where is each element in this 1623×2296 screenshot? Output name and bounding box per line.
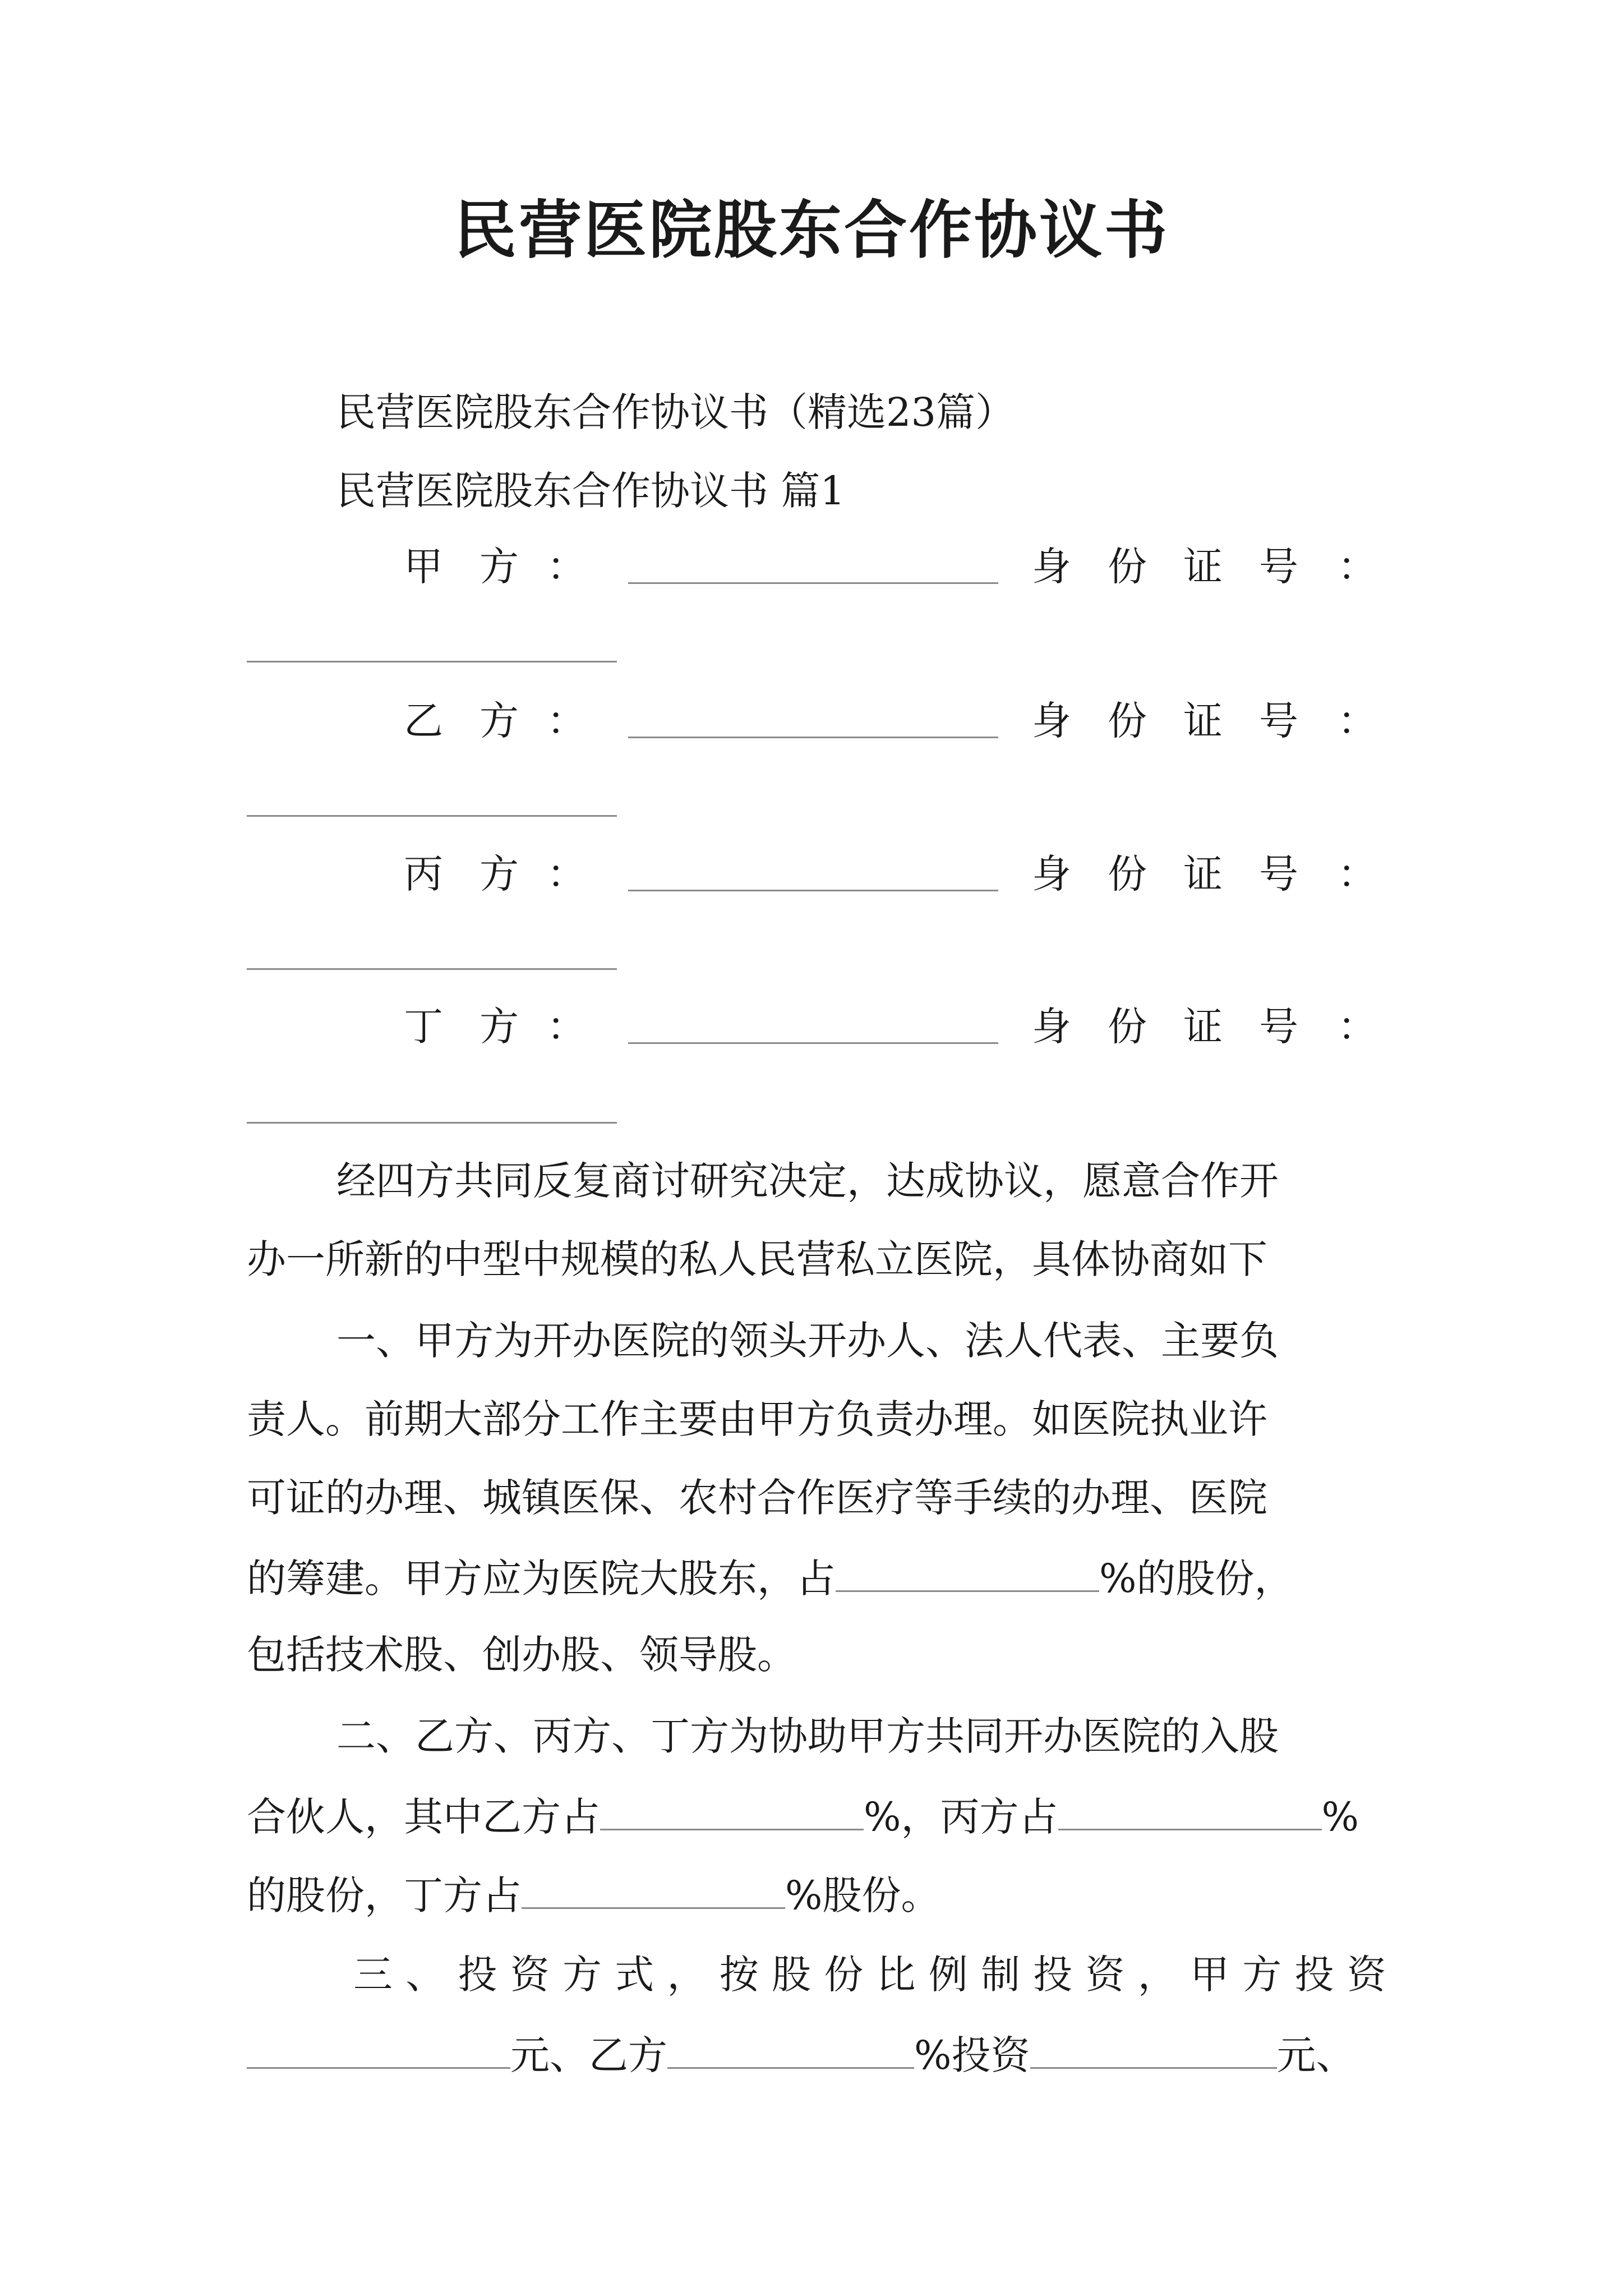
- id-label-char: 身: [1032, 851, 1071, 897]
- party-name-blank[interactable]: [628, 1042, 998, 1044]
- clause-2-text: %，丙方占: [864, 1794, 1058, 1840]
- clause-3-char: 比: [876, 1952, 916, 1998]
- section-heading: 民营医院股东合作协议书 篇1: [336, 468, 845, 514]
- clause-1-line: [247, 1556, 1294, 1602]
- id-label-char: 证: [1183, 1004, 1223, 1050]
- clause-2-line: [247, 1872, 940, 1918]
- id-number-blank[interactable]: [247, 661, 617, 662]
- ding-share-blank[interactable]: [522, 1874, 785, 1909]
- yi-share-blank[interactable]: [600, 1795, 864, 1830]
- document-title: 民营医院股东合作协议书: [454, 194, 1169, 267]
- clause-3-char: ，: [1137, 1952, 1177, 1998]
- clause-3-text: %投资: [914, 2032, 1030, 2078]
- clause-3-char: 资: [510, 1952, 550, 1998]
- clause-3-text: 元、: [1276, 2032, 1355, 2078]
- clause-3-char: 投: [1294, 1952, 1334, 1998]
- party-name-char: 方: [479, 698, 519, 744]
- id-number-blank[interactable]: [247, 1122, 617, 1124]
- id-label-char: 身: [1032, 544, 1071, 590]
- clause-3-char: 三: [353, 1952, 393, 1998]
- party-name-colon: ：: [547, 698, 586, 744]
- clause-3-char: 按: [719, 1952, 759, 1998]
- party-name-char: 丁: [404, 1004, 443, 1050]
- clause-3-char: 投: [458, 1952, 497, 1998]
- clause-2-text: 的股份，丁方占: [247, 1872, 522, 1918]
- clause-3-char: 资: [1085, 1952, 1125, 1998]
- id-label-char: 证: [1183, 698, 1223, 744]
- id-label-colon: ：: [1338, 1004, 1377, 1050]
- jia-share-blank[interactable]: [836, 1557, 1099, 1592]
- clause-3-char: 方: [562, 1952, 602, 1998]
- party-name-char: 丙: [404, 851, 443, 897]
- party-name-char: 方: [479, 1004, 519, 1050]
- id-label-colon: ：: [1338, 851, 1377, 897]
- id-label-char: 份: [1108, 698, 1147, 744]
- party-name-blank[interactable]: [628, 582, 998, 584]
- id-number-blank[interactable]: [247, 815, 617, 817]
- yi-share-blank[interactable]: [667, 2033, 914, 2069]
- clause-2-text: %: [1321, 1794, 1359, 1840]
- clause-3-char: ，: [667, 1952, 707, 1998]
- clause-1-line: 可证的办理、城镇医保、农村合作医疗等手续的办理、医院: [247, 1475, 1267, 1521]
- party-name-colon: ：: [547, 851, 586, 897]
- jia-investment-blank[interactable]: [247, 2033, 510, 2069]
- document-subtitle: 民营医院股东合作协议书（精选23篇）: [336, 389, 1015, 435]
- clause-2-text: 合伙人，其中乙方占: [247, 1794, 600, 1840]
- clause-3-char: 方: [1242, 1952, 1282, 1998]
- id-label-char: 号: [1259, 1004, 1298, 1050]
- clause-3-char: 制: [981, 1952, 1020, 1998]
- clause-3-line: [247, 2032, 1355, 2078]
- clause-3-char: 式: [615, 1952, 654, 1998]
- party-name-blank[interactable]: [628, 737, 998, 738]
- id-label-char: 证: [1183, 544, 1223, 590]
- clause-3-char: 份: [824, 1952, 864, 1998]
- id-label-colon: ：: [1338, 698, 1377, 744]
- id-label-char: 号: [1259, 698, 1298, 744]
- id-label-char: 号: [1259, 544, 1298, 590]
- party-name-char: 方: [479, 544, 519, 590]
- clause-3-line: [353, 1952, 1386, 1998]
- clause-1-line: 责人。前期大部分工作主要由甲方负责办理。如医院执业许: [247, 1396, 1267, 1442]
- party-name-char: 方: [479, 851, 519, 897]
- id-label-char: 证: [1183, 851, 1223, 897]
- clause-2-text: %股份。: [785, 1872, 940, 1918]
- id-label-char: 号: [1259, 851, 1298, 897]
- party-name-blank[interactable]: [628, 890, 998, 891]
- clause-3-char: 例: [928, 1952, 968, 1998]
- clause-1-line: 包括技术股、创办股、领导股。: [247, 1632, 796, 1678]
- party-name-colon: ：: [547, 544, 586, 590]
- id-label-char: 份: [1108, 544, 1147, 590]
- clause-1-text: %的股份，: [1099, 1556, 1294, 1602]
- clause-3-text: 元、乙方: [510, 2032, 667, 2078]
- id-label-char: 份: [1108, 1004, 1147, 1050]
- id-label-colon: ：: [1338, 544, 1377, 590]
- clause-3-char: 甲: [1190, 1952, 1229, 1998]
- party-name-char: 甲: [404, 544, 443, 590]
- clause-2-line: 二、乙方、丙方、丁方为协助甲方共同开办医院的入股: [336, 1713, 1279, 1759]
- clause-2-line: [247, 1794, 1359, 1840]
- clause-3-char: 资: [1347, 1952, 1386, 1998]
- party-name-colon: ：: [547, 1004, 586, 1050]
- bing-share-blank[interactable]: [1058, 1795, 1322, 1830]
- clause-3-char: 股: [772, 1952, 811, 1998]
- clause-3-char: 、: [405, 1952, 445, 1998]
- clause-1-text: 的筹建。甲方应为医院大股东，占: [247, 1556, 836, 1602]
- intro-paragraph-line: 经四方共同反复商讨研究决定，达成协议，愿意合作开: [336, 1158, 1279, 1204]
- id-label-char: 身: [1032, 1004, 1071, 1050]
- clause-1-line: 一、甲方为开办医院的领头开办人、法人代表、主要负: [336, 1318, 1279, 1364]
- party-name-char: 乙: [404, 698, 443, 744]
- yi-investment-blank[interactable]: [1030, 2033, 1277, 2069]
- intro-paragraph-line: 办一所新的中型中规模的私人民营私立医院，具体协商如下: [247, 1236, 1267, 1282]
- clause-3-char: 投: [1033, 1952, 1073, 1998]
- id-number-blank[interactable]: [247, 968, 617, 970]
- id-label-char: 份: [1108, 851, 1147, 897]
- id-label-char: 身: [1032, 698, 1071, 744]
